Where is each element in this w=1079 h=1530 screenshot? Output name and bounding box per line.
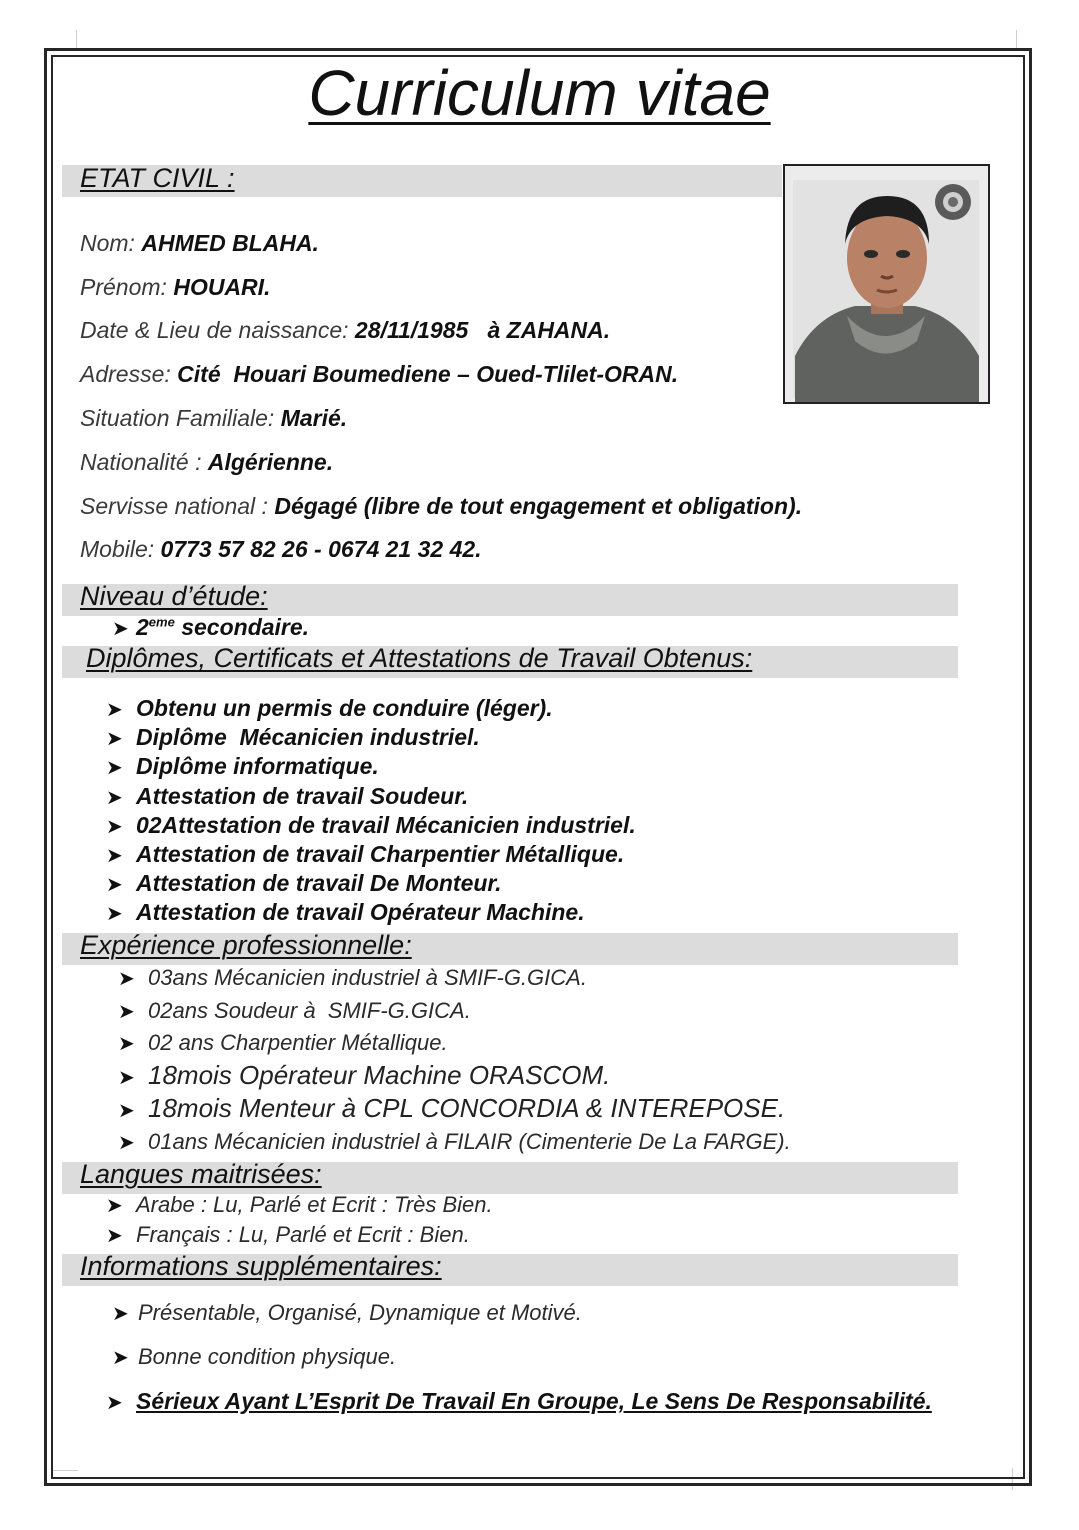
field-value: Cité Houari Boumediene – Oued-Tlilet-ORAN. xyxy=(177,361,679,387)
list-item-text: Attestation de travail Charpentier Métallique. xyxy=(136,841,625,867)
list-item-text: 18mois Menteur à CPL CONCORDIA & INTEREPOSE. xyxy=(148,1093,786,1123)
arrow-bullet-icon: ➤ xyxy=(106,787,123,809)
field-naissance xyxy=(80,317,610,344)
list-item-text: Attestation de travail Soudeur. xyxy=(136,783,469,809)
field-adresse xyxy=(80,361,678,388)
list-item xyxy=(112,1300,582,1326)
field-label: Adresse: xyxy=(80,361,178,387)
list-item-text: 03ans Mécanicien industriel à SMIF-G.GICA. xyxy=(148,965,587,990)
niveau-superscript: eme xyxy=(148,614,175,630)
niveau-number: 2 xyxy=(136,614,149,640)
arrow-bullet-icon: ➤ xyxy=(106,816,123,838)
list-item xyxy=(118,1129,791,1155)
list-item xyxy=(106,812,636,839)
document-title: Curriculum vitae xyxy=(308,57,771,129)
list-item-text: Diplôme Mécanicien industriel. xyxy=(136,724,480,750)
portrait-photo xyxy=(783,164,990,404)
field-label: Date & Lieu de naissance: xyxy=(80,317,355,343)
arrow-bullet-icon: ➤ xyxy=(118,1132,135,1154)
heading-langues: Langues maitrisées: xyxy=(80,1159,322,1189)
list-item-text: Sérieux Ayant L’Esprit De Travail En Groupe, Le Sens De Responsabilité. xyxy=(136,1388,932,1414)
portrait-photo-graphic xyxy=(785,166,988,402)
list-item xyxy=(106,753,379,780)
field-service-national xyxy=(80,493,802,520)
list-item-text: 01ans Mécanicien industriel à FILAIR (Cimenterie De La FARGE). xyxy=(148,1129,791,1154)
field-label: Prénom: xyxy=(80,274,174,300)
field-mobile xyxy=(80,536,482,563)
field-value: AHMED BLAHA. xyxy=(141,230,319,256)
list-item xyxy=(112,614,309,641)
list-item-text: 02ans Soudeur à SMIF-G.GICA. xyxy=(148,998,471,1023)
list-item-text: Attestation de travail Opérateur Machine. xyxy=(136,899,585,925)
arrow-bullet-icon: ➤ xyxy=(106,903,123,925)
list-item-text: 02 ans Charpentier Métallique. xyxy=(148,1030,448,1055)
list-item xyxy=(106,870,502,897)
list-item-text: 18mois Opérateur Machine ORASCOM. xyxy=(148,1060,611,1090)
list-item xyxy=(118,1060,610,1091)
list-item xyxy=(106,899,585,926)
arrow-bullet-icon: ➤ xyxy=(112,618,129,640)
list-item-text: Présentable, Organisé, Dynamique et Motivé. xyxy=(138,1300,582,1325)
list-item xyxy=(118,965,587,991)
arrow-bullet-icon: ➤ xyxy=(106,845,123,867)
field-value: 28/11/1985 à ZAHANA. xyxy=(354,317,611,343)
field-label: Nom: xyxy=(80,230,142,256)
arrow-bullet-icon: ➤ xyxy=(106,728,123,750)
list-item-text: Arabe : Lu, Parlé et Ecrit : Très Bien. xyxy=(136,1192,493,1217)
list-item-text: Français : Lu, Parlé et Ecrit : Bien. xyxy=(136,1222,470,1247)
list-item-text: 02Attestation de travail Mécanicien industriel. xyxy=(136,812,636,838)
arrow-bullet-icon: ➤ xyxy=(118,968,135,990)
arrow-bullet-icon: ➤ xyxy=(106,1392,123,1414)
field-label: Nationalité : xyxy=(80,449,208,475)
list-item-text: Obtenu un permis de conduire (léger). xyxy=(136,695,553,721)
heading-experience: Expérience professionnelle: xyxy=(80,930,412,960)
list-item xyxy=(118,1030,448,1056)
arrow-bullet-icon: ➤ xyxy=(118,1067,135,1089)
field-situation xyxy=(80,405,347,432)
field-value: Dégagé (libre de tout engagement et obligation). xyxy=(274,493,803,519)
arrow-bullet-icon: ➤ xyxy=(106,1195,123,1217)
arrow-bullet-icon: ➤ xyxy=(118,1001,135,1023)
field-value: HOUARI. xyxy=(173,274,271,300)
field-prenom xyxy=(80,274,270,301)
niveau-value xyxy=(136,614,309,641)
field-value: 0773 57 82 26 - 0674 21 32 42. xyxy=(160,536,482,562)
arrow-bullet-icon: ➤ xyxy=(118,1033,135,1055)
field-label: Mobile: xyxy=(80,536,161,562)
heading-diplomes: Diplômes, Certificats et Attestations de Travail Obtenus: xyxy=(86,643,753,673)
list-item xyxy=(106,1388,932,1415)
list-item xyxy=(118,998,471,1024)
heading-etat-civil: ETAT CIVIL : xyxy=(80,163,235,193)
list-item xyxy=(112,1344,396,1370)
list-item xyxy=(106,1222,470,1248)
heading-infos: Informations supplémentaires: xyxy=(80,1251,442,1281)
arrow-bullet-icon: ➤ xyxy=(106,757,123,779)
arrow-bullet-icon: ➤ xyxy=(118,1100,135,1122)
field-label: Servisse national : xyxy=(80,493,275,519)
heading-niveau: Niveau d’étude: xyxy=(80,581,268,611)
list-item xyxy=(106,1192,493,1218)
field-value: Algérienne. xyxy=(207,449,334,475)
arrow-bullet-icon: ➤ xyxy=(112,1303,129,1325)
list-item xyxy=(106,724,480,751)
arrow-bullet-icon: ➤ xyxy=(106,874,123,896)
list-item-text: Attestation de travail De Monteur. xyxy=(136,870,502,896)
list-item xyxy=(106,695,553,722)
list-item xyxy=(106,841,624,868)
list-item xyxy=(118,1093,785,1124)
list-item-text: Diplôme informatique. xyxy=(136,753,379,779)
field-nationalite xyxy=(80,449,333,476)
crop-mark-top-left xyxy=(76,30,77,48)
arrow-bullet-icon: ➤ xyxy=(106,1225,123,1247)
list-item-text: Bonne condition physique. xyxy=(138,1344,397,1369)
arrow-bullet-icon: ➤ xyxy=(106,699,123,721)
crop-mark-top-right xyxy=(1016,30,1017,48)
arrow-bullet-icon: ➤ xyxy=(112,1347,129,1369)
field-value: Marié. xyxy=(280,405,348,431)
field-nom xyxy=(80,230,319,257)
field-label: Situation Familiale: xyxy=(80,405,281,431)
list-item xyxy=(106,783,468,810)
niveau-text: secondaire. xyxy=(174,614,310,640)
